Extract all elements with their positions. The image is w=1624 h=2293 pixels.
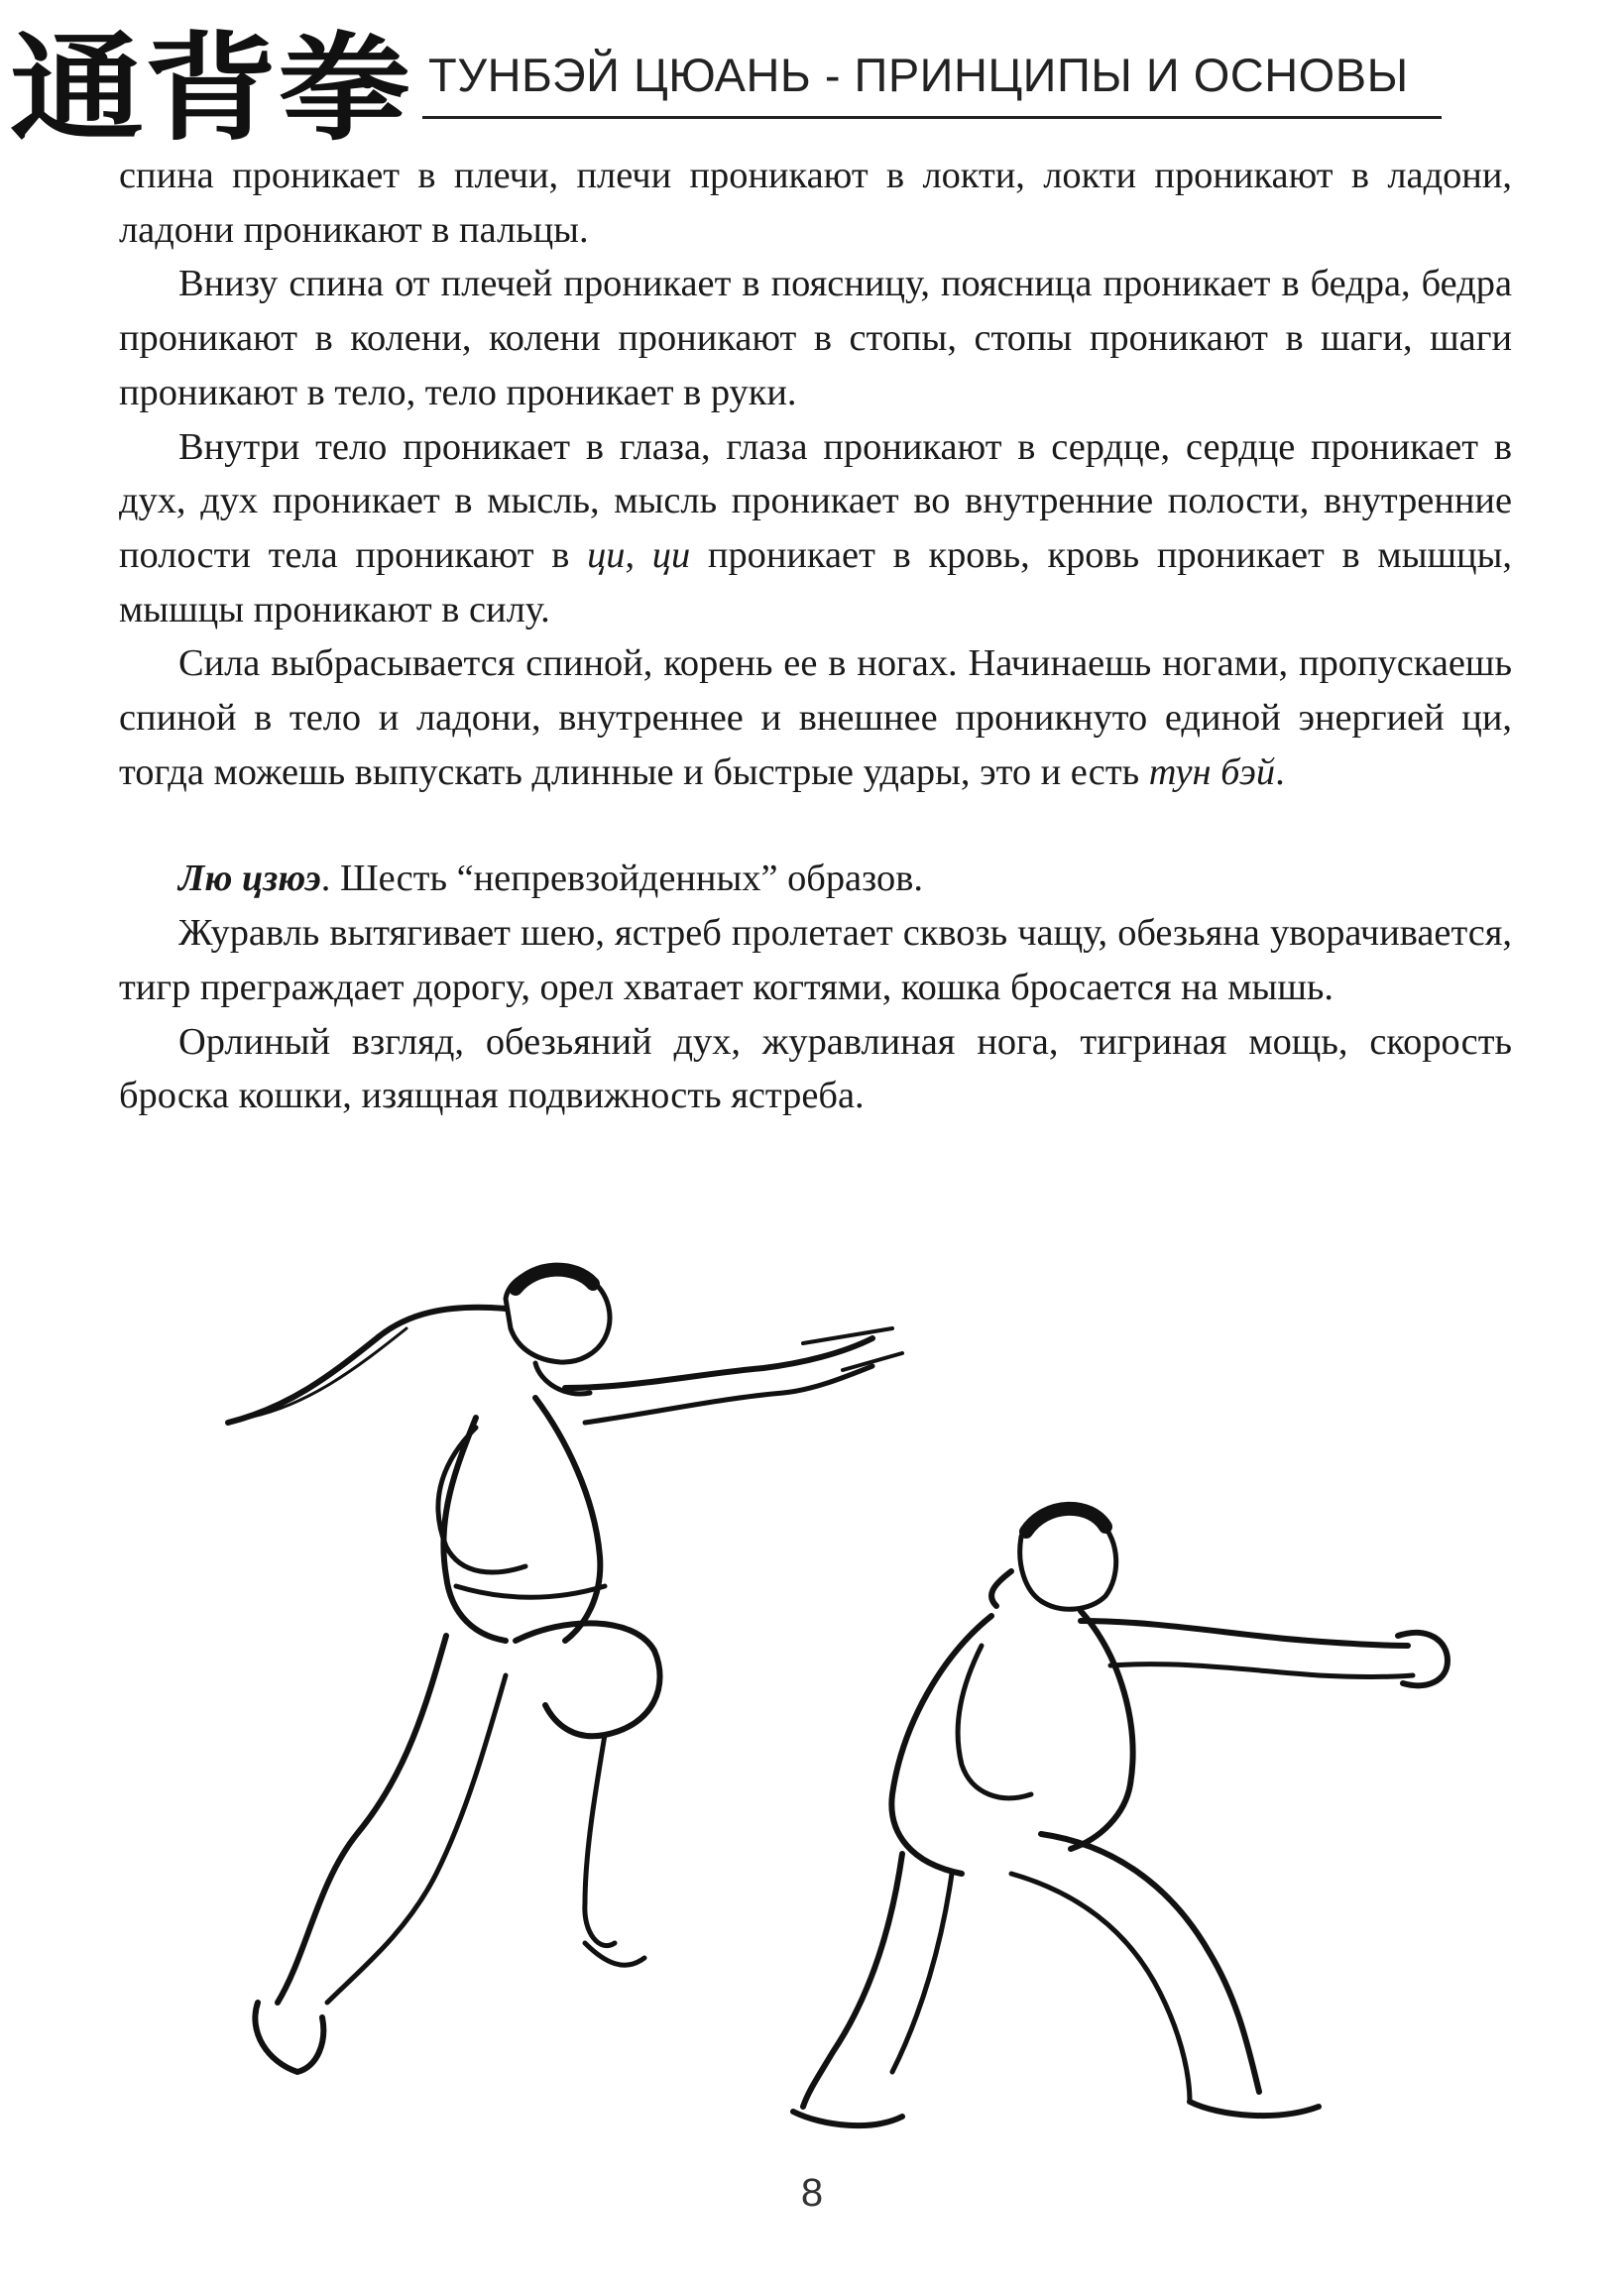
paragraph-3-text-a: Внутри тело проникает в глаза, глаза проникают в сердце, сердце проникает в дух, дух проникает в мысль, мысль проникает во внутренние полости, внутренние полости тела проникают в xyxy=(119,425,1512,576)
paragraph-3-text-c: проникает в кровь, кровь проникает в мышцы, мышцы проникают в силу. xyxy=(119,533,1512,631)
left-figure-braid xyxy=(228,1308,506,1423)
right-figure-rear-foot xyxy=(793,2112,902,2125)
paragraph-1: спина проникает в плечи, плечи проникают в локти, локти проникают в ладони, ладони проникают в пальцы. xyxy=(119,155,1512,251)
section-term-liu-jue: Лю цзюэ xyxy=(178,858,321,900)
left-figure-torso xyxy=(443,1418,506,1641)
running-title: ТУНБЭЙ ЦЮАНЬ - ПРИНЦИПЫ И ОСНОВЫ xyxy=(428,49,1409,101)
right-figure-front-leg xyxy=(1041,1834,1259,2092)
paragraph-3-text-b: , xyxy=(625,533,652,576)
left-figure-raised-leg xyxy=(516,1623,660,1736)
paragraph-7: Орлиный взгляд, обезьяний дух, журавлиная нога, тигриная мощь, скорость броска кошки, изящная подвижность ястреба. xyxy=(119,1020,1512,1117)
section-heading-text: . Шесть “непревзойденных” образов. xyxy=(320,858,923,900)
paragraph-4-text-a: Сила выбрасывается спиной, корень ее в ногах. Начинаешь ногами, пропускаешь спиной в тело и ладони, внутреннее и внешнее проникнуто единой энергией ци, тогда можешь выпускать длинные и быстрые удары, это и есть xyxy=(119,642,1512,793)
paragraph-3 xyxy=(119,420,1512,637)
section-liu-jue xyxy=(119,852,1512,906)
term-tun-bei: тун бэй xyxy=(1148,750,1276,793)
paragraph-4-text-b: . xyxy=(1275,750,1285,793)
paragraph-2: Внизу спина от плечей проникает в поясницу, поясница проникает в бедра, бедра проникают в колени, колени проникают в стопы, стопы проникают в шаги, шаги проникают в тело, тело проникает в руки. xyxy=(119,263,1512,413)
martial-artist-stance-illustration xyxy=(793,1497,1467,2171)
term-qi: ци xyxy=(587,533,626,576)
logo-text: 通背拳 xyxy=(10,20,411,157)
right-figure-punch-arm xyxy=(1081,1621,1408,1646)
page-header xyxy=(0,0,1624,159)
left-figure-extended-arm xyxy=(565,1338,872,1388)
paragraph-6: Журавль вытягивает шею, ястреб пролетает сквозь чащу, обезьяна уворачивается, тигр преграждает дорогу, орел хватает когтями, кошка бросается на мышь. xyxy=(119,912,1512,1008)
body-text xyxy=(119,149,1512,1123)
calligraphy-logo xyxy=(8,20,424,157)
header-divider xyxy=(422,116,1442,119)
right-figure-braid xyxy=(991,1571,1011,1606)
page-number: 8 xyxy=(800,2171,824,2215)
left-figure-support-leg xyxy=(278,1636,446,2003)
right-figure-front-foot xyxy=(1190,2102,1319,2116)
paragraph-4 xyxy=(119,636,1512,799)
left-figure-foot xyxy=(255,2003,323,2072)
term-qi-2: ци xyxy=(651,533,691,576)
right-figure-rear-leg xyxy=(803,1854,902,2107)
